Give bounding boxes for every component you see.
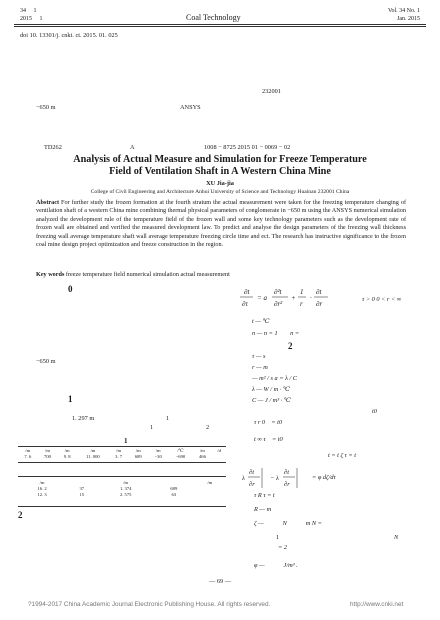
table-1-cell: 9. 8	[63, 454, 71, 459]
table1-bottom-rule	[18, 462, 226, 463]
var-n-definition: n — n = 1 n =	[252, 330, 300, 337]
table-2-cell: 2. 575	[119, 492, 132, 497]
svg-text:∂t: ∂t	[316, 288, 322, 296]
table-1-header-cell: /d	[217, 448, 221, 453]
note-1: 1	[276, 534, 280, 541]
doc-code: A	[130, 144, 135, 151]
table-1-header-cell: /m	[45, 448, 50, 453]
boundary-condition-3: t = t ζ τ = t	[328, 452, 356, 459]
table2-bottom-rule	[18, 506, 226, 507]
class-code: TD262	[44, 144, 62, 151]
svg-text:1: 1	[300, 288, 304, 296]
var-phi-definition: φ — J/m³ .	[254, 562, 298, 569]
svg-text:∂r: ∂r	[249, 481, 255, 488]
svg-text:∂²t: ∂²t	[274, 288, 282, 296]
table1-top-rule	[18, 446, 226, 447]
table-2-header-cell: /m	[123, 480, 129, 485]
table-1-header-cell: /m	[90, 448, 96, 453]
issue-year: 2015 1	[20, 16, 43, 22]
equation-2-rhs: = φ dζ/dτ	[312, 474, 336, 481]
section-1-heading: 1	[68, 394, 73, 404]
affiliation: College of Civil Engineering and Architecture Anhui University of Science and Technology Huainan 232001 China	[90, 189, 350, 195]
cnki-link[interactable]: http://www.cnki.net	[350, 601, 404, 608]
doi: doi 10. 13301/j. cnki. ct. 2015. 01. 025	[20, 32, 118, 39]
svg-text:∂t: ∂t	[249, 469, 255, 476]
measured-note-c: 2	[206, 424, 210, 431]
svg-text:= a: = a	[257, 294, 267, 302]
abstract-label: Abstract	[36, 199, 60, 206]
initial-temp: t0	[372, 408, 377, 415]
param-a: — m² / s a = λ / C	[252, 375, 297, 382]
svg-text:∂t: ∂t	[244, 288, 250, 296]
postal-code: 232001	[262, 88, 281, 95]
table-1	[18, 448, 226, 460]
abstract	[36, 199, 406, 249]
table-2-cell: 37	[79, 486, 85, 491]
page-number: — 69 —	[208, 578, 232, 585]
svg-text:·: ·	[310, 294, 312, 302]
svg-text:∂τ: ∂τ	[242, 300, 248, 308]
table-2-body	[18, 480, 226, 498]
abstract-cn-software: ANSYS	[180, 104, 201, 111]
copyright-footer: ?1994-2017 China Academic Journal Electronic Publishing House. All rights reserved.	[28, 601, 271, 608]
note-n: N	[394, 534, 399, 541]
table-1-cell: 7. 6	[24, 454, 32, 459]
table-2-header-cell: /m	[207, 480, 213, 485]
article-number: 1008 − 8725 2015 01 − 0069 − 02	[204, 144, 291, 151]
heat-conduction-equation	[240, 284, 436, 314]
table-1-header-cell: /℃	[177, 448, 184, 453]
svg-text:λ: λ	[242, 475, 245, 482]
table-1-header-cell: /m	[25, 448, 31, 453]
table-1-data-row	[18, 454, 226, 460]
depth-value: −650 m	[36, 358, 56, 365]
table-2	[18, 480, 226, 498]
svg-text:− λ: − λ	[270, 475, 279, 482]
table-2-cell: 16. 2	[37, 486, 47, 491]
svg-text:∂r: ∂r	[316, 300, 323, 308]
var-zeta-definition: ζ — N m N =	[254, 520, 322, 527]
table-1-cell: −30	[154, 454, 162, 459]
table-1-number: 1	[124, 437, 128, 445]
measured-note-a: 1	[166, 415, 170, 422]
abstract-text: For further study the frozen formation at the fourth stratum the actual measurement were taken for the freezing temperature changing of ventilation shaft of a western China mine combining thermal physical parameters of conglomerate in −650 m using the ANSYS numerical simulation analyzed the development rule of the temperature field of the frozen wall and some key technology parameters such as the development rate of frozen wall are obtained and verified the measured development law. To predict and analyse the design parameters of the freezing wall thickness freezing wall average temperature shaft wall average temperature freezing circle time and ect. The research has instructive significance to the frozen coal mine design project optimization and freeze construction in the region.	[36, 199, 406, 249]
table-1-cell: 466	[198, 454, 206, 459]
volume-number: Vol. 34 No. 1	[387, 8, 420, 14]
table-1-cell: 689	[134, 454, 142, 459]
phase-change-equation	[240, 464, 370, 494]
var-r-definition: R — m	[254, 506, 272, 513]
table-2-cell: 12. 3	[37, 492, 47, 497]
param-c: C — J / m³ · ℃	[252, 397, 291, 404]
svg-text:r: r	[300, 300, 303, 308]
note-eq: = 2	[278, 544, 287, 551]
equation-1-domain: τ > 0 0 < r < ∞	[362, 296, 402, 303]
table-2-row	[18, 492, 226, 498]
right-section-2: 2	[288, 341, 293, 351]
boundary-condition-2: t ∞ τ = t0	[254, 436, 283, 443]
table-2-cell: 689	[170, 486, 178, 491]
table-2-header-cell: /m	[39, 480, 45, 485]
table-2-cell: 1. 374	[119, 486, 132, 491]
issue-date: Jan. 2015	[397, 16, 420, 22]
table-2-cell: 15	[79, 492, 85, 497]
table-1-cell: 3. 7	[115, 454, 123, 459]
table-1-header-cell: /m	[64, 448, 70, 453]
table2-top-rule	[18, 476, 226, 477]
keywords-label: Key words	[36, 271, 65, 278]
param-r: r — m	[252, 364, 268, 371]
svg-text:∂t: ∂t	[284, 469, 290, 476]
journal-name: Coal Technology	[186, 13, 241, 22]
param-tau: τ — s	[252, 353, 266, 360]
measured-diameter: 1. 297 m	[72, 415, 95, 422]
table-1-header-cell: /m	[116, 448, 122, 453]
section-2-heading: 2	[18, 510, 23, 520]
author: XU Jia-jia	[206, 180, 234, 187]
table-1-cell: 11. 000	[86, 454, 100, 459]
section-0-heading: 0	[68, 284, 73, 294]
table-1-cell: −690	[175, 454, 186, 459]
header-rule-thin	[14, 26, 426, 27]
table-1-cell: 700	[44, 454, 51, 459]
table-2-cell: 63	[171, 492, 177, 497]
measured-note-b: 1	[150, 424, 154, 431]
svg-text:+: +	[291, 294, 296, 302]
svg-text:∂r²: ∂r²	[274, 300, 283, 308]
title-line-2: Field of Ventilation Shaft in A Western China Mine	[109, 166, 331, 177]
table-1-header-cell: /m	[200, 448, 205, 453]
issue-volume: 34 1	[20, 8, 37, 14]
title-line-1: Analysis of Actual Measure and Simulation for Freeze Temperature	[73, 154, 367, 165]
boundary-condition-1: τ r 0 = t0	[254, 419, 283, 426]
table-1-header-cell: /m	[155, 448, 161, 453]
svg-text:∂r: ∂r	[284, 481, 290, 488]
header-rule	[14, 24, 426, 25]
keywords	[36, 271, 406, 279]
param-lambda: λ — W / m · ℃	[252, 386, 290, 393]
abstract-cn-depth: −650 m	[36, 104, 56, 111]
var-t-definition: t — ℃	[252, 318, 270, 325]
equation-2-condition: τ R τ = t	[254, 492, 275, 499]
table-1-header-cell: /m	[135, 448, 141, 453]
keywords-text: freeze temperature field numerical simulation actual measurement	[65, 271, 230, 278]
